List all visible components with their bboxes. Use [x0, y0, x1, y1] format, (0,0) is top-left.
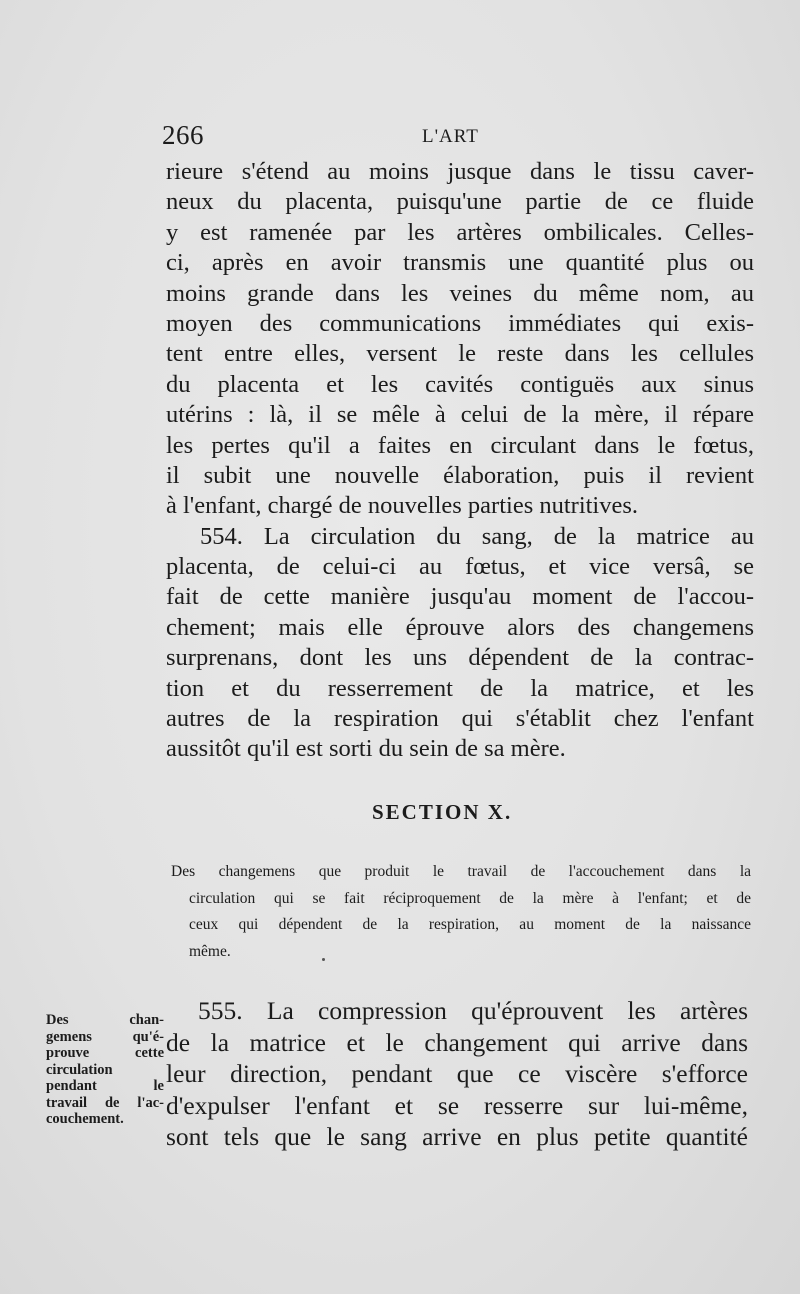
text-line: fait de cette manière jusqu'au moment de l'accou-: [166, 583, 754, 611]
section-summary: [171, 859, 751, 965]
running-title: L'ART: [422, 126, 479, 147]
text-line: tent entre elles, versent le reste dans les cellules: [166, 340, 754, 368]
text-line: du placenta et les cavités contiguës aux sinus: [166, 370, 754, 398]
text-line: autres de la respiration qui s'établit chez l'enfant: [166, 705, 754, 733]
text-line: surprenans, dont les uns dépendent de la contrac-: [166, 644, 754, 672]
text-line: tion et du resserrement de la matrice, et les: [166, 674, 754, 702]
margin-note-line: prouve cette: [46, 1045, 164, 1061]
summary-line: ceux qui dépendent de la respiration, au moment de la naissance: [189, 916, 751, 933]
text-line: neux du placenta, puisqu'une partie de ce fluide: [166, 188, 754, 216]
text-line: chement; mais elle éprouve alors des changemens: [166, 613, 754, 641]
text-line: utérins : là, il se mêle à celui de la mère, il répare: [166, 401, 754, 429]
summary-line: Des changemens que produit le travail de l'accouchement dans la: [171, 863, 751, 880]
text-line: placenta, de celui-ci au fœtus, et vice versâ, se: [166, 553, 754, 581]
text-line: de la matrice et le changement qui arrive dans: [166, 1027, 748, 1057]
page-number: 266: [162, 120, 204, 150]
margin-note-line: couchement.: [46, 1111, 124, 1127]
ink-speck: [322, 958, 325, 961]
margin-note-line: Des chan-: [46, 1012, 164, 1028]
margin-note-line: travail de l'ac-: [46, 1094, 164, 1111]
text-line: d'expulser l'enfant et se resserre sur lui-même,: [166, 1090, 748, 1120]
text-line: y est ramenée par les artères ombilicales. Celles-: [166, 218, 754, 246]
margin-note-line: gemens qu'é-: [46, 1028, 164, 1045]
text-line: moins grande dans les veines du même nom, au: [166, 279, 754, 307]
margin-note: [46, 1012, 164, 1128]
text-line: moyen des communications immédiates qui exis-: [166, 309, 754, 337]
text-line: à l'enfant, chargé de nouvelles parties nutritives.: [166, 492, 639, 520]
text-line: rieure s'étend au moins jusque dans le tissu caver-: [166, 158, 754, 185]
paragraph-555: [166, 995, 748, 1153]
text-line: aussitôt qu'il est sorti du sein de sa mère.: [166, 735, 566, 763]
text-line: ci, après en avoir transmis une quantité plus ou: [166, 249, 754, 277]
summary-line: même.: [189, 942, 231, 960]
text-line: les pertes qu'il a faites en circulant dans le fœtus,: [166, 431, 754, 459]
text-line: sont tels que le sang arrive en plus petite quantité: [166, 1122, 748, 1151]
text-line: leur direction, pendant que ce viscère s'efforce: [166, 1059, 748, 1088]
summary-line: circulation qui se fait réciproquement de la mère à l'enfant; et de: [189, 889, 751, 907]
running-head: [162, 120, 752, 156]
main-text-block: [166, 157, 754, 765]
margin-note-line: pendant le: [46, 1078, 164, 1094]
section-heading: SECTION X.: [372, 800, 513, 824]
text-line: 555. La compression qu'éprouvent les artères: [198, 996, 748, 1025]
margin-note-line: circulation: [46, 1061, 113, 1078]
text-line: il subit une nouvelle élaboration, puis il revient: [166, 461, 754, 489]
paragraph-554-start: 554. La circulation du sang, de la matrice au: [200, 522, 754, 550]
